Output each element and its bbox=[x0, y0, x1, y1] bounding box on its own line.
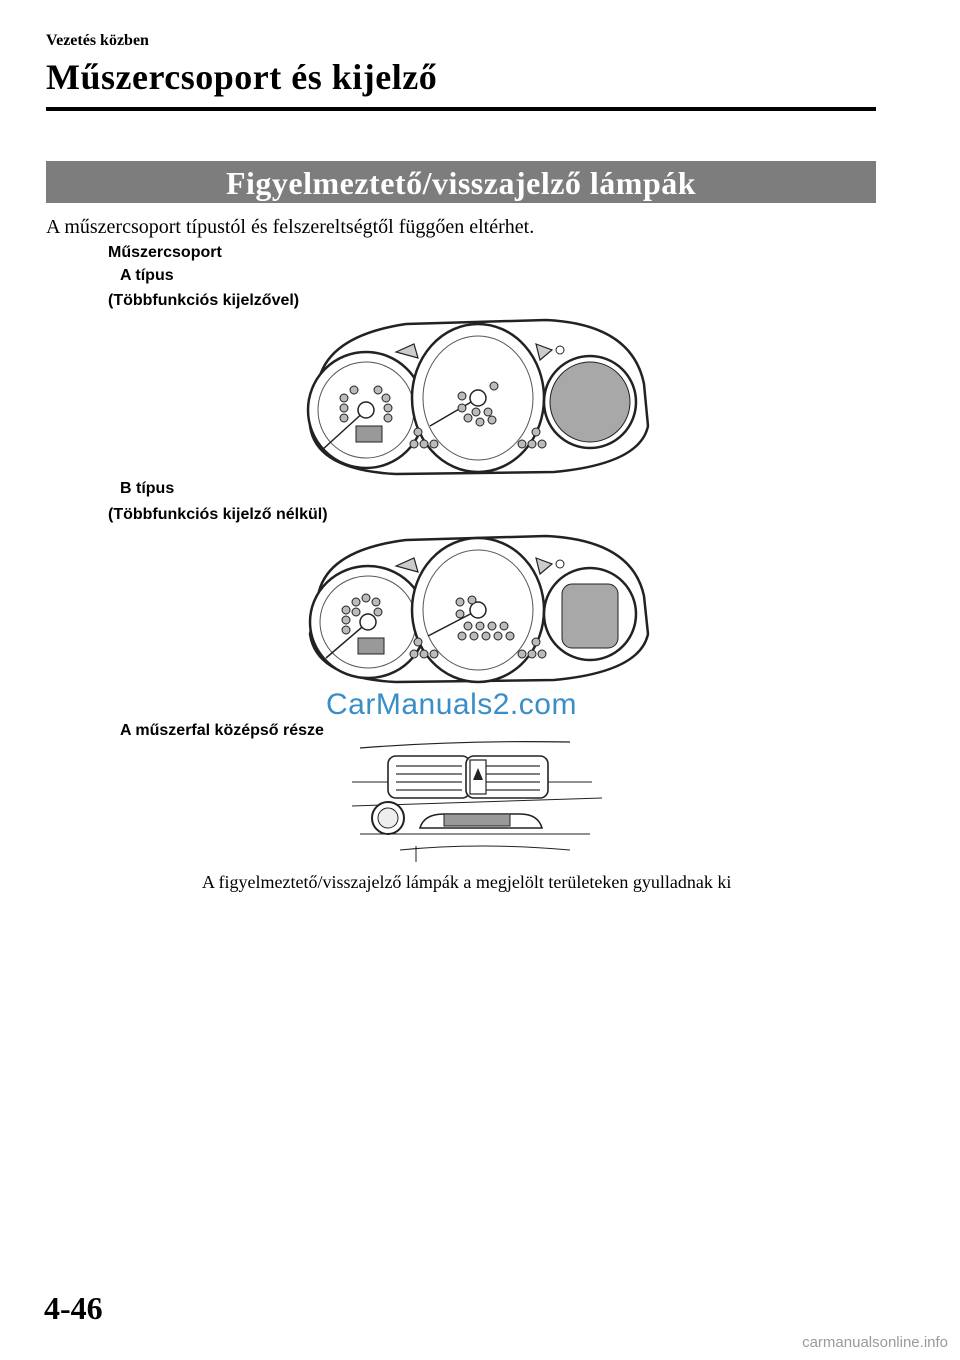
center-panel-illustration bbox=[340, 738, 610, 862]
intro-text: A műszercsoport típustól és felszereltségtől függően eltérhet. bbox=[46, 216, 535, 238]
figure-caption: A figyelmeztető/visszajelző lámpák a megjelölt területeken gyulladnak ki bbox=[202, 872, 732, 892]
footer-site: carmanualsonline.info bbox=[802, 1334, 948, 1351]
type-a-title: A típus bbox=[120, 267, 174, 284]
cluster-b-illustration bbox=[296, 530, 660, 690]
center-panel-title: A műszerfal középső része bbox=[120, 722, 324, 739]
running-head: Vezetés közben bbox=[46, 32, 149, 49]
header-rule bbox=[46, 107, 876, 111]
type-b-subtitle: (Többfunkciós kijelző nélkül) bbox=[108, 506, 328, 523]
page-number: 4-46 bbox=[44, 1290, 103, 1326]
type-b-title: B típus bbox=[120, 480, 175, 497]
section-title: Figyelmeztető/visszajelző lámpák bbox=[46, 161, 876, 203]
chapter-title: Műszercsoport és kijelző bbox=[46, 57, 438, 97]
cluster-a-illustration bbox=[296, 314, 660, 484]
group-label: Műszercsoport bbox=[108, 244, 222, 261]
type-a-subtitle: (Többfunkciós kijelzővel) bbox=[108, 292, 300, 309]
watermark-text: CarManuals2.com bbox=[326, 688, 577, 721]
